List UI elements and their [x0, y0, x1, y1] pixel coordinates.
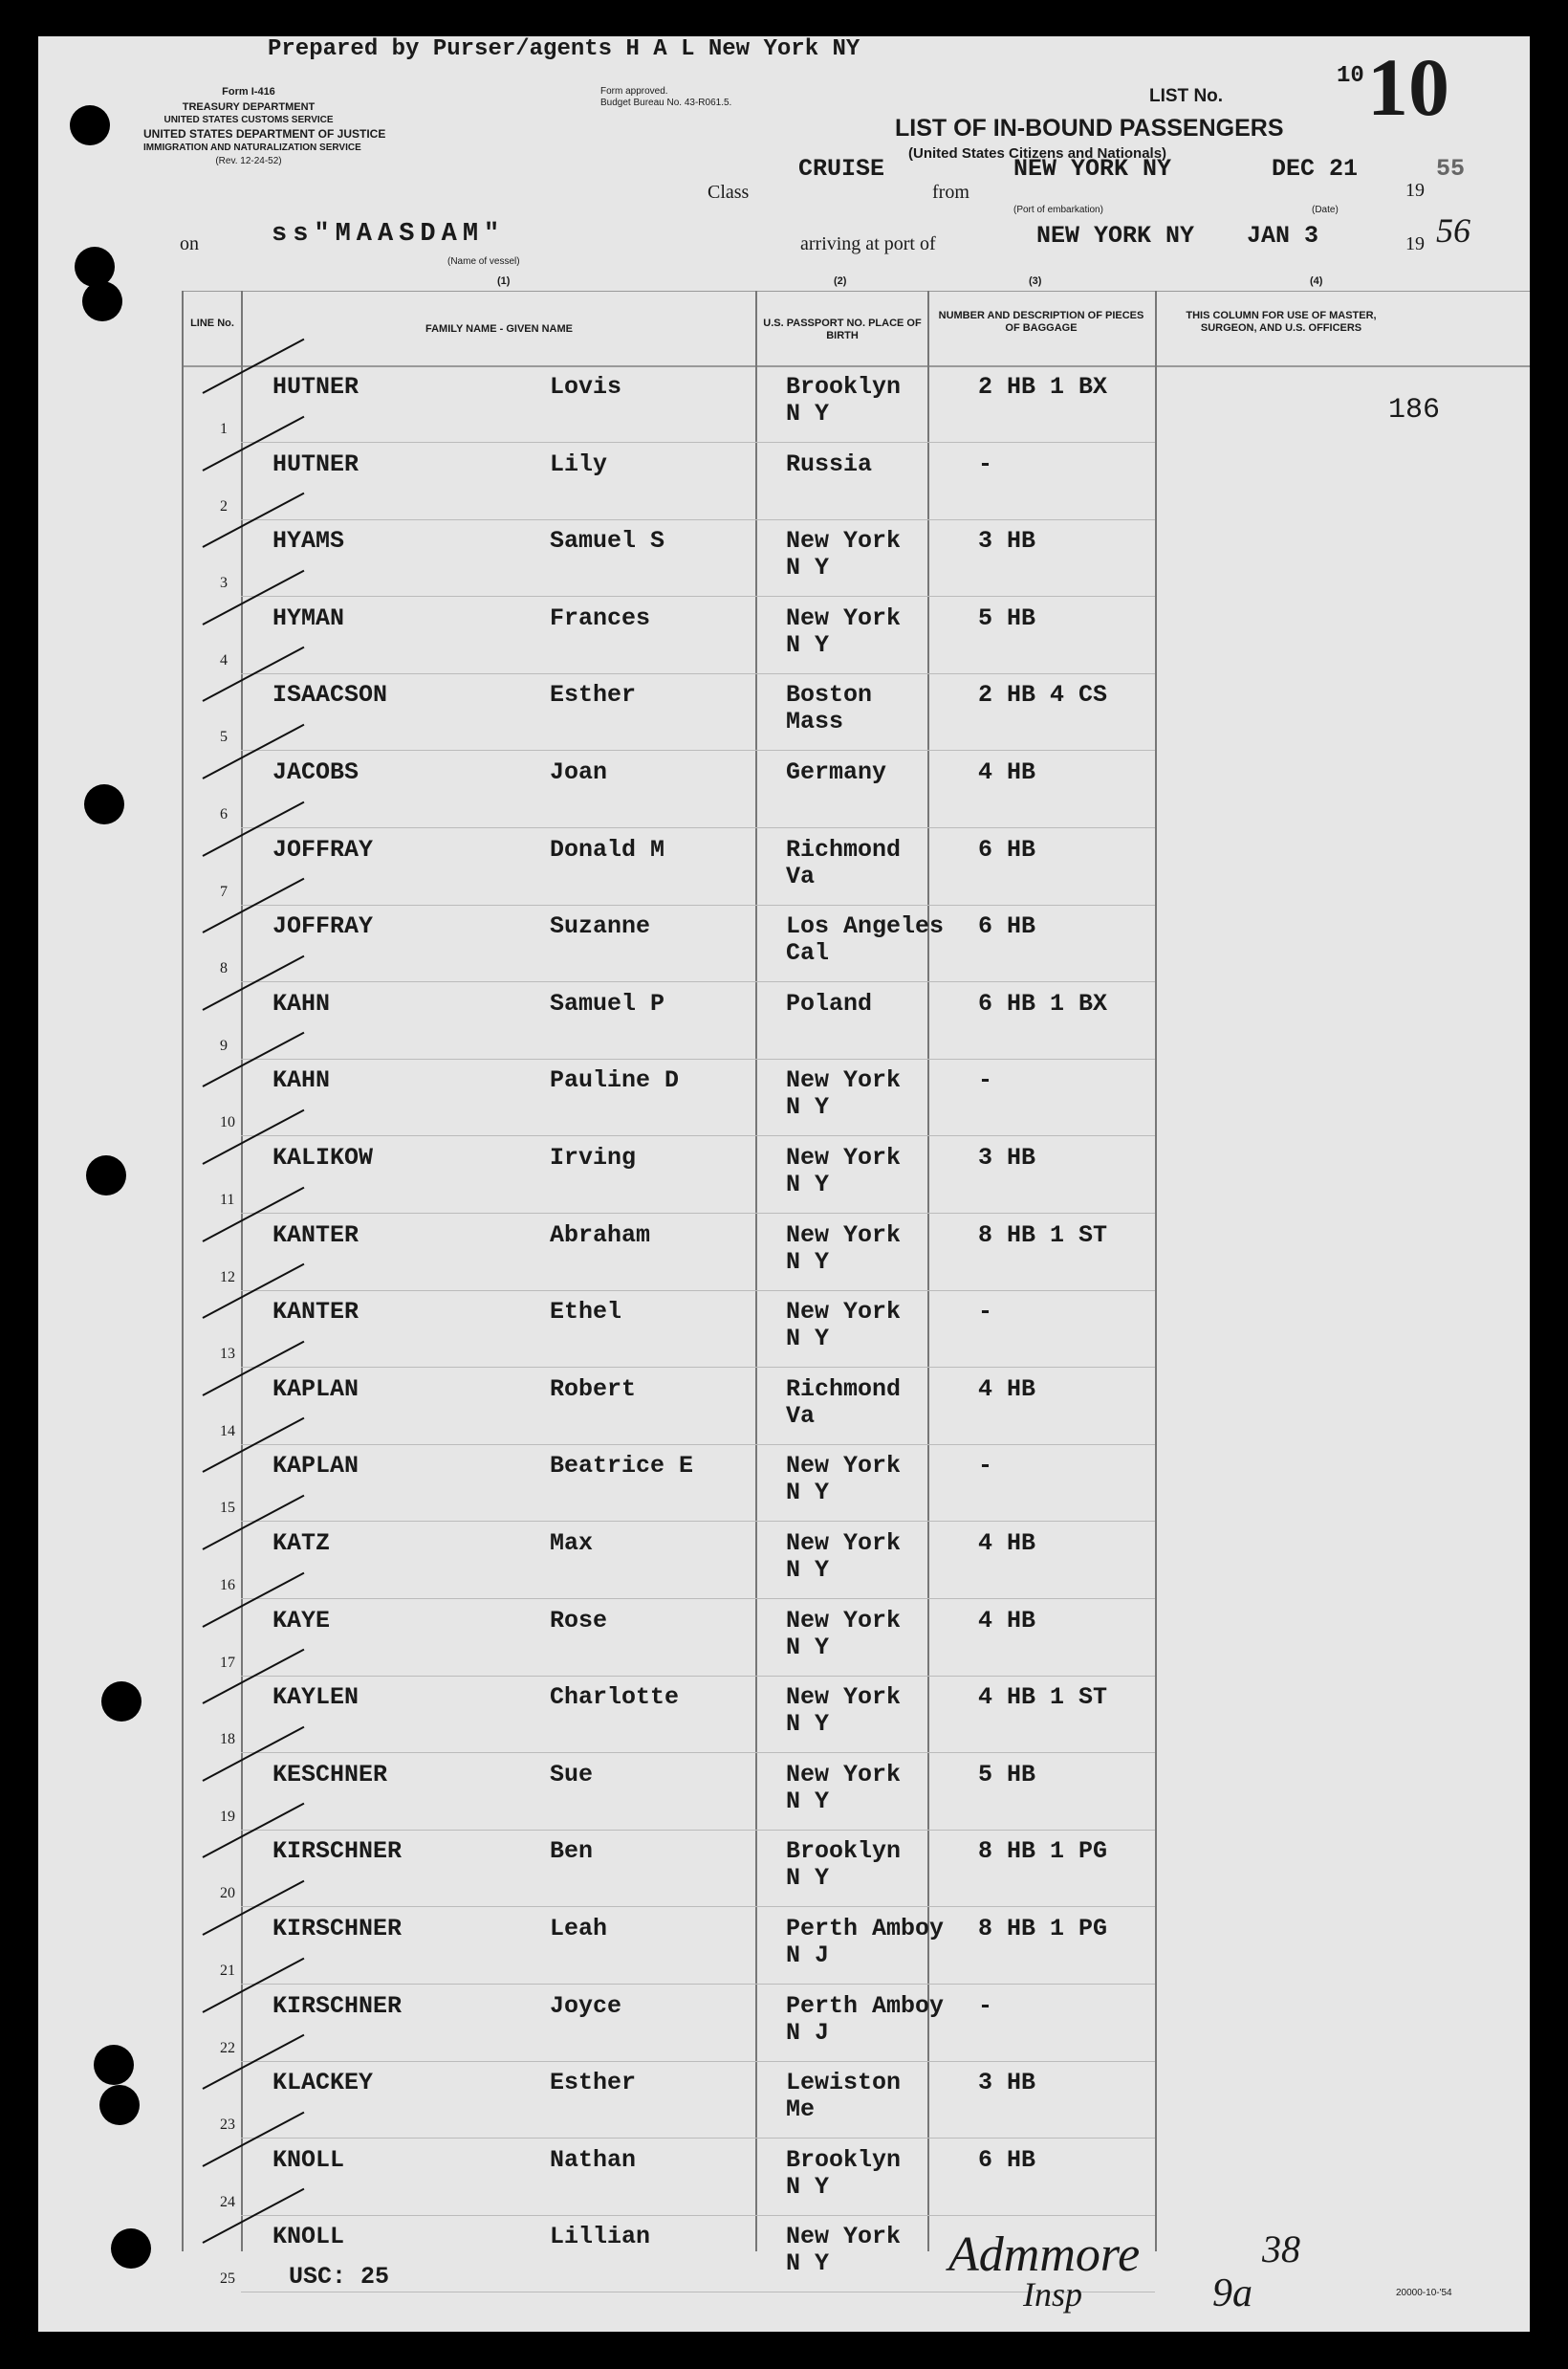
given-name: Charlotte: [550, 1683, 680, 1712]
given-name: Samuel P: [550, 989, 665, 1018]
form-approved: Form approved.: [600, 86, 668, 97]
binder-hole: [82, 281, 122, 321]
col-header-name: FAMILY NAME - GIVEN NAME: [425, 323, 574, 335]
baggage: -: [978, 1066, 993, 1095]
inspector-signature: Admmore: [948, 2227, 1141, 2282]
family-name: KESCHNER: [272, 1760, 388, 1788]
line-number: 2: [220, 497, 228, 515]
family-name: KATZ: [272, 1529, 331, 1557]
line-number: 15: [220, 1500, 235, 1517]
given-name: Esther: [550, 681, 637, 710]
port-embarkation-label: (Port of embarkation): [1013, 205, 1103, 215]
col-header-officers: THIS COLUMN FOR USE OF MASTER, SURGEON, AND U.S. OFFICERS: [1186, 310, 1377, 334]
class-value: CRUISE: [798, 155, 885, 183]
baggage: -: [978, 1991, 993, 2020]
given-name: Robert: [550, 1374, 637, 1403]
row-divider: [241, 673, 1155, 674]
baggage: 2 HB 1 BX: [978, 373, 1108, 401]
arrival-year-prefix: 19: [1405, 233, 1425, 254]
baggage: 3 HB: [978, 1144, 1036, 1172]
baggage: 6 HB: [978, 912, 1036, 941]
place-of-birth-state: Me: [786, 2095, 816, 2124]
row-divider: [241, 1444, 1155, 1445]
col-4-label: (4): [1310, 275, 1323, 287]
treasury-dept: TREASURY DEPARTMENT: [182, 101, 316, 113]
line-number: 22: [220, 2039, 235, 2056]
line-number: 19: [220, 1808, 235, 1825]
place-of-birth: New York: [786, 1298, 902, 1327]
list-no-label: LIST No.: [1149, 86, 1224, 106]
line-number: 24: [220, 2193, 235, 2210]
from-port: NEW YORK NY: [1013, 155, 1172, 183]
immigration-service: IMMIGRATION AND NATURALIZATION SERVICE: [143, 143, 361, 153]
family-name: KAHN: [272, 1066, 331, 1095]
row-divider: [241, 1598, 1155, 1599]
place-of-birth-state: N Y: [786, 1479, 830, 1507]
family-name: HUTNER: [272, 450, 359, 478]
place-of-birth-state: N Y: [786, 1787, 830, 1815]
family-name: KAPLAN: [272, 1374, 359, 1403]
baggage: 8 HB 1 PG: [978, 1915, 1108, 1942]
given-name: Frances: [550, 603, 651, 632]
vessel-name: ss"MAASDAM": [272, 220, 506, 249]
baggage: -: [978, 450, 993, 478]
list-title: LIST OF IN-BOUND PASSENGERS: [895, 115, 1284, 142]
baggage: 4 HB: [978, 1529, 1036, 1557]
baggage: 8 HB 1 PG: [978, 1837, 1108, 1866]
hand-note-code: 9a: [1212, 2271, 1252, 2315]
given-name: Irving: [550, 1144, 637, 1172]
family-name: KIRSCHNER: [272, 1837, 403, 1866]
given-name: Joan: [550, 758, 608, 786]
from-label: from: [932, 182, 969, 203]
place-of-birth: New York: [786, 2223, 902, 2251]
given-name: Leah: [550, 1915, 608, 1942]
line-number: 10: [220, 1114, 235, 1131]
baggage: 6 HB 1 BX: [978, 989, 1108, 1018]
family-name: KAPLAN: [272, 1452, 359, 1481]
given-name: Suzanne: [550, 912, 651, 941]
given-name: Lillian: [550, 2223, 651, 2251]
given-name: Joyce: [550, 1991, 622, 2020]
given-name: Lily: [550, 450, 608, 478]
row-divider: [241, 519, 1155, 520]
row-divider: [241, 1752, 1155, 1753]
place-of-birth-state: Va: [786, 1401, 816, 1430]
place-of-birth-state: N J: [786, 2018, 830, 2047]
arrival-year: 56: [1436, 211, 1470, 250]
family-name: KLACKEY: [272, 2069, 374, 2097]
family-name: JOFFRAY: [272, 835, 374, 864]
baggage: 5 HB: [978, 603, 1036, 632]
baggage: 4 HB: [978, 758, 1036, 786]
row-divider: [241, 596, 1155, 597]
row-divider: [241, 1830, 1155, 1831]
row-divider: [241, 750, 1155, 751]
place-of-birth: New York: [786, 603, 902, 632]
print-code: 20000-10-'54: [1396, 2288, 1452, 2298]
list-subtitle: (United States Citizens and Nationals): [908, 145, 1167, 162]
baggage: 4 HB: [978, 1606, 1036, 1634]
col-3-label: (3): [1029, 275, 1042, 287]
row-divider: [241, 1676, 1155, 1677]
arriving-label: arriving at port of: [800, 233, 936, 254]
baggage: 3 HB: [978, 2069, 1036, 2097]
line-number: 8: [220, 960, 228, 977]
place-of-birth-state: N Y: [786, 1864, 830, 1893]
list-no-small: 10: [1337, 63, 1364, 89]
col-1-label: (1): [497, 275, 511, 287]
place-of-birth: Brooklyn: [786, 1837, 902, 1866]
place-of-birth-state: Cal: [786, 939, 830, 968]
place-of-birth-state: N Y: [786, 1710, 830, 1739]
table-row: [38, 2223, 1530, 2299]
family-name: JOFFRAY: [272, 912, 374, 941]
baggage: 4 HB 1 ST: [978, 1683, 1108, 1712]
place-of-birth-state: N Y: [786, 2249, 830, 2278]
line-number: 4: [220, 651, 228, 669]
line-number: 11: [220, 1192, 235, 1208]
line-number: 21: [220, 1963, 235, 1979]
col-header-line-no: LINE No.: [190, 318, 234, 329]
hand-note-number: 38: [1262, 2227, 1300, 2270]
place-of-birth: Los Angeles: [786, 912, 945, 941]
line-number: 14: [220, 1422, 235, 1439]
binder-hole: [75, 247, 115, 287]
col-header-passport: U.S. PASSPORT NO. PLACE OF BIRTH: [763, 318, 922, 341]
line-number: 6: [220, 806, 228, 823]
prepared-by: Prepared by Purser/agents H A L New York NY: [268, 36, 860, 62]
given-name: Sue: [550, 1760, 594, 1788]
place-of-birth: New York: [786, 1144, 902, 1172]
row-divider: [241, 1984, 1155, 1985]
given-name: Rose: [550, 1606, 608, 1634]
place-of-birth-state: N Y: [786, 1247, 830, 1276]
row-divider: [241, 1367, 1155, 1368]
family-name: ISAACSON: [272, 681, 388, 710]
row-divider: [241, 442, 1155, 443]
row-divider: [241, 981, 1155, 982]
row-divider: [241, 1906, 1155, 1907]
on-label: on: [180, 233, 199, 254]
row-divider: [241, 827, 1155, 828]
row-divider: [241, 1290, 1155, 1291]
from-date: DEC 21: [1272, 155, 1359, 183]
given-name: Beatrice E: [550, 1452, 694, 1481]
line-number: 3: [220, 575, 228, 592]
arrival-port: NEW YORK NY: [1036, 222, 1195, 250]
family-name: KAYE: [272, 1606, 331, 1634]
place-of-birth: New York: [786, 1066, 902, 1095]
place-of-birth: Perth Amboy: [786, 1915, 945, 1942]
date-label: (Date): [1312, 205, 1339, 215]
given-name: Lovis: [550, 373, 622, 401]
family-name: KANTER: [272, 1298, 359, 1327]
col-header-baggage: NUMBER AND DESCRIPTION OF PIECES OF BAGGAGE: [938, 310, 1144, 334]
family-name: KNOLL: [272, 2223, 345, 2251]
line-number: 1: [220, 421, 228, 437]
place-of-birth: Perth Amboy: [786, 1991, 945, 2020]
from-year-prefix: 19: [1405, 180, 1425, 201]
line-number: 9: [220, 1037, 228, 1054]
manifest-page: [38, 36, 1530, 2332]
place-of-birth-state: N Y: [786, 1325, 830, 1353]
row-divider: [241, 1135, 1155, 1136]
line-number: 25: [220, 2270, 235, 2288]
place-of-birth-state: Mass: [786, 708, 844, 736]
line-number: 18: [220, 1731, 235, 1748]
line-number: 17: [220, 1654, 235, 1671]
place-of-birth: New York: [786, 1683, 902, 1712]
officer-note: 186: [1388, 394, 1441, 427]
justice-dept: UNITED STATES DEPARTMENT OF JUSTICE: [143, 127, 386, 141]
given-name: Max: [550, 1529, 594, 1557]
place-of-birth-state: N Y: [786, 400, 830, 428]
baggage: 4 HB: [978, 1374, 1036, 1403]
place-of-birth: New York: [786, 527, 902, 556]
given-name: Pauline D: [550, 1066, 680, 1095]
place-of-birth-state: N Y: [786, 1556, 830, 1584]
row-divider: [241, 2215, 1155, 2216]
usc-count: USC: 25: [289, 2263, 390, 2291]
family-name: KIRSCHNER: [272, 1915, 403, 1942]
place-of-birth-state: N J: [786, 1941, 830, 1969]
baggage: 2 HB 4 CS: [978, 681, 1108, 710]
family-name: HYAMS: [272, 527, 345, 556]
given-name: Samuel S: [550, 527, 665, 556]
family-name: KANTER: [272, 1220, 359, 1249]
given-name: Donald M: [550, 835, 665, 864]
place-of-birth-state: N Y: [786, 630, 830, 659]
place-of-birth: Brooklyn: [786, 2145, 902, 2174]
line-number: 13: [220, 1346, 235, 1363]
inspector-title: Insp: [1023, 2275, 1082, 2314]
given-name: Ethel: [550, 1298, 622, 1327]
family-name: KAHN: [272, 989, 331, 1018]
place-of-birth: New York: [786, 1220, 902, 1249]
place-of-birth: Richmond: [786, 835, 902, 864]
baggage: 6 HB: [978, 835, 1036, 864]
list-no-big: 10: [1367, 41, 1449, 133]
place-of-birth: New York: [786, 1760, 902, 1788]
place-of-birth: Poland: [786, 989, 873, 1018]
place-of-birth-state: N Y: [786, 1093, 830, 1122]
place-of-birth-state: N Y: [786, 1171, 830, 1198]
row-divider: [241, 1059, 1155, 1060]
place-of-birth-state: N Y: [786, 1633, 830, 1661]
family-name: KALIKOW: [272, 1144, 374, 1172]
family-name: JACOBS: [272, 758, 359, 786]
col-2-label: (2): [834, 275, 847, 287]
budget-bureau: Budget Bureau No. 43-R061.5.: [600, 98, 732, 108]
baggage: 8 HB 1 ST: [978, 1220, 1108, 1249]
line-number: 12: [220, 1268, 235, 1285]
customs-service: UNITED STATES CUSTOMS SERVICE: [163, 115, 334, 125]
form-revision: (Rev. 12-24-52): [215, 156, 282, 166]
place-of-birth: Germany: [786, 758, 887, 786]
row-divider: [241, 1213, 1155, 1214]
place-of-birth-state: N Y: [786, 2172, 830, 2201]
family-name: HYMAN: [272, 603, 345, 632]
class-label: Class: [708, 182, 750, 203]
family-name: KNOLL: [272, 2145, 345, 2174]
form-number: Form I-416: [222, 86, 275, 98]
line-number: 16: [220, 1577, 235, 1593]
line-number: 7: [220, 883, 228, 900]
binder-hole: [70, 105, 110, 145]
baggage: -: [978, 1452, 993, 1481]
place-of-birth: New York: [786, 1452, 902, 1481]
row-divider: [241, 2138, 1155, 2139]
place-of-birth-state: N Y: [786, 554, 830, 582]
given-name: Nathan: [550, 2145, 637, 2174]
vessel-label: (Name of vessel): [447, 256, 520, 267]
row-divider: [241, 905, 1155, 906]
place-of-birth: Boston: [786, 681, 873, 710]
given-name: Ben: [550, 1837, 594, 1866]
family-name: KAYLEN: [272, 1683, 359, 1712]
line-number: 5: [220, 729, 228, 746]
family-name: HUTNER: [272, 373, 359, 401]
place-of-birth-state: Va: [786, 862, 816, 890]
family-name: KIRSCHNER: [272, 1991, 403, 2020]
place-of-birth: Brooklyn: [786, 373, 902, 401]
given-name: Abraham: [550, 1220, 651, 1249]
baggage: 5 HB: [978, 1760, 1036, 1788]
given-name: Esther: [550, 2069, 637, 2097]
place-of-birth: New York: [786, 1529, 902, 1557]
row-divider: [241, 2061, 1155, 2062]
place-of-birth: Richmond: [786, 1374, 902, 1403]
place-of-birth: Lewiston: [786, 2069, 902, 2097]
place-of-birth: New York: [786, 1606, 902, 1634]
line-number: 23: [220, 2117, 235, 2134]
row-divider: [241, 1521, 1155, 1522]
baggage: -: [978, 1298, 993, 1327]
place-of-birth: Russia: [786, 450, 873, 478]
from-year: 55: [1436, 155, 1466, 183]
baggage: 6 HB: [978, 2145, 1036, 2174]
baggage: 3 HB: [978, 527, 1036, 556]
line-number: 20: [220, 1885, 235, 1902]
arrival-date: JAN 3: [1247, 222, 1319, 250]
